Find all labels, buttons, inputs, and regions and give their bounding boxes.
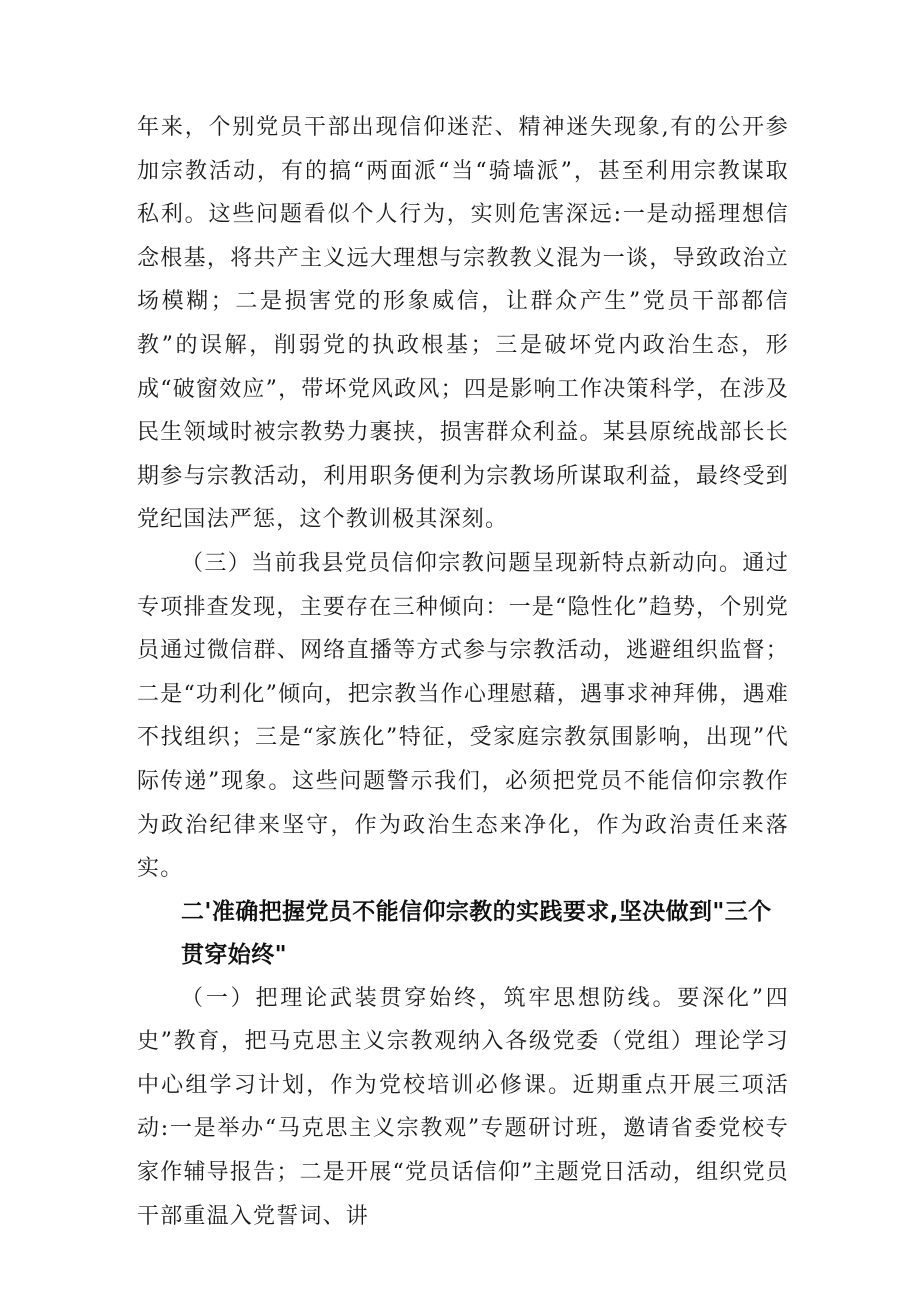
paragraph-section-three: （三）当前我县党员信仰宗教问题呈现新特点新动向。通过专项排查发现，主要存在三种倾向：一是“隐性化”趋势，个别党员通过微信群、网络直播等方式参与宗教活动，逃避组织监督；二是“功利化”倾向，把宗教当作心理慰藉，遇事求神拜佛，遇难不找组织；三是“家族化”特征，受家庭宗教氛围影响，出现”代际传递”现象。这些问题警示我们，必须把党员不能信仰宗教作为政治纪律来坚守，作为政治生态来净化，作为政治责任来落实。 [137,550,789,882]
paragraph-subsection-one: （一）把理论武装贯穿始终，筑牢思想防线。要深化”四史”教育，把马克思主义宗教观纳入各级党委（党组）理论学习中心组学习计划，作为党校培训必修课。近期重点开展三项活动:一是举办“马克思主义宗教观”专题研讨班，邀请省委党校专家作辅导报告；二是开展“党员话信仰”主题党日活动，组织党员干部重温入党誓词、讲 [137,985,789,1229]
document-body [137,106,789,1238]
paragraph-continued: 年来，个别党员干部出现信仰迷茫、精神迷失现象,有的公开参加宗教活动，有的搞“两面派“当“骑墙派”，甚至利用宗教谋取私利。这些问题看似个人行为，实则危害深远:一是动摇理想信念根基，将共产主义远大理想与宗教教义混为一谈，导致政治立场模糊；二是损害党的形象威信，让群众产生”党员干部都信教”的误解，削弱党的执政根基；三是破坏党内政治生态，形成“破窗效应”，带坏党风政风；四是影响工作决策科学，在涉及民生领域时被宗教势力裹挟，损害群众利益。某县原统战部长长期参与宗教活动，利用职务便利为宗教场所谋取利益，最终受到党纪国法严惩，这个教训极其深刻。 [137,115,789,533]
section-heading-two: 二'准确把握党员不能信仰宗教的实践要求,坚决做到"三个贯穿始终" [181,898,772,968]
